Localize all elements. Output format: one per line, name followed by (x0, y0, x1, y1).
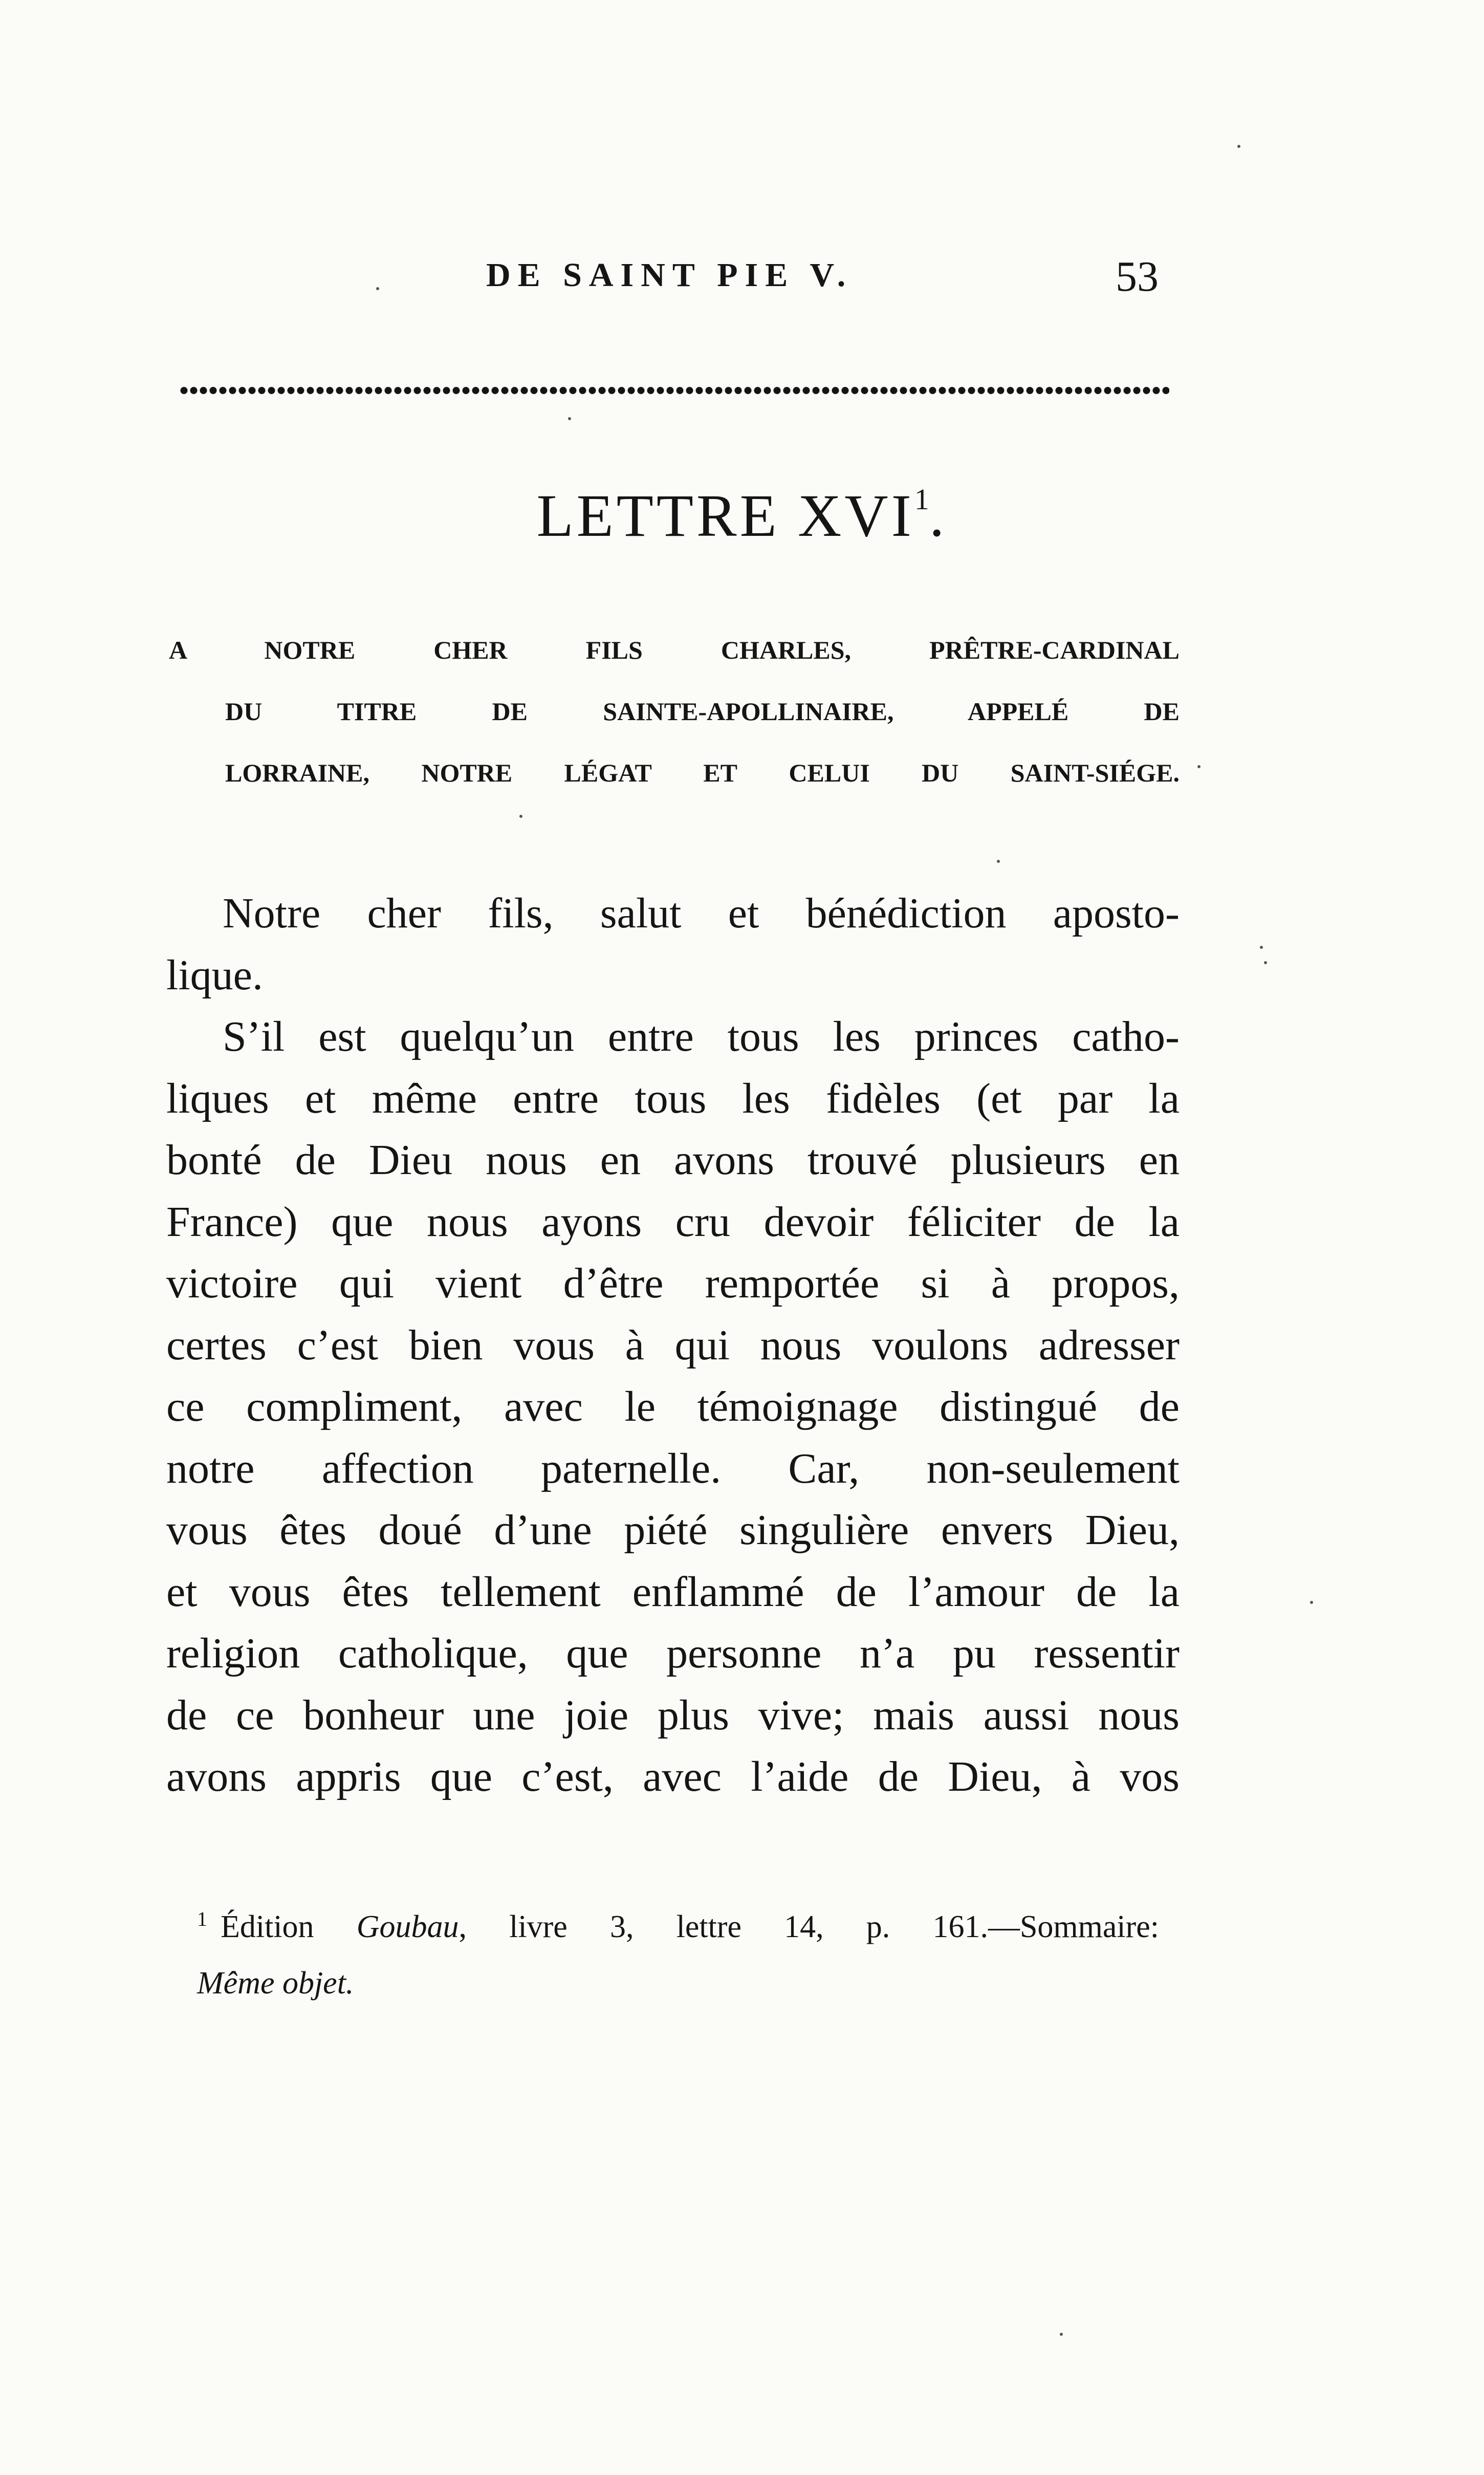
paper-speck (376, 287, 379, 290)
body-line: ce compliment, avec le témoignage distingué de (166, 1383, 1180, 1430)
paper-speck (1060, 2333, 1063, 2336)
body-line: vous êtes doué d’une piété singulière envers Dieu, (166, 1506, 1180, 1554)
body-line: et vous êtes tellement enflammé de l’amour de la (166, 1568, 1180, 1616)
page-number: 53 (1116, 253, 1159, 300)
body-line: victoire qui vient d’être remportée si à propos, (166, 1260, 1180, 1307)
footnote-editor: Goubau (356, 1909, 459, 1944)
running-head (0, 253, 1484, 302)
body-line: religion catholique, que personne n’a pu ressentir (166, 1630, 1180, 1677)
body-line: Notre cher fils, salut et bénédiction aposto- (223, 889, 1180, 937)
paper-speck (568, 417, 571, 420)
paper-speck (1237, 145, 1240, 148)
body-line: lique. (166, 951, 263, 999)
footnote-marker: 1 (197, 1907, 207, 1930)
footnote-edition-label: Édition (221, 1909, 314, 1944)
address-line: LORRAINE, NOTRE LÉGAT ET CELUI DU SAINT-SIÉGE. (225, 758, 1180, 787)
ornamental-rule (179, 385, 1169, 396)
letter-title: LETTRE XVI$^1$. (536, 482, 948, 549)
body-line: France) que nous ayons cru devoir féliciter de la (166, 1198, 1180, 1246)
paper-speck (1260, 946, 1263, 949)
paper-speck (1264, 961, 1267, 964)
body-line: de ce bonheur une joie plus vive; mais aussi nous (166, 1691, 1180, 1739)
paper-speck (1197, 765, 1201, 768)
body-line: avons appris que c’est, avec l’aide de Dieu, à vos (166, 1753, 1180, 1800)
paper-speck (519, 815, 522, 818)
footnote (197, 1891, 1159, 2011)
footnote-summary: Même objet. (197, 1966, 354, 2001)
paper-speck (997, 860, 1000, 863)
footnote-reference-text: , livre 3, lettre 14, p. 161.—Sommaire: (459, 1909, 1160, 1944)
letter-address (169, 619, 1180, 804)
footnote-line (197, 1955, 1159, 2011)
body-line: certes c’est bien vous à qui nous voulons adresser (166, 1321, 1180, 1369)
address-line: A NOTRE CHER FILS CHARLES, PRÊTRE-CARDINAL (169, 636, 1180, 664)
body-line: bonté de Dieu nous en avons trouvé plusieurs en (166, 1136, 1180, 1184)
letter-body (166, 883, 1180, 1808)
body-line: liques et même entre tous les fidèles (et par la (166, 1074, 1180, 1122)
running-title: DE SAINT PIE V. (486, 256, 853, 294)
footnote-line (197, 1891, 1159, 1955)
letter-title-text: LETTRE XVI (536, 482, 914, 549)
paper-speck (1310, 1601, 1313, 1604)
body-line: S’il est quelqu’un entre tous les princes catho- (223, 1013, 1180, 1060)
body-line: notre affection paternelle. Car, non-seulement (166, 1444, 1180, 1492)
address-line: DU TITRE DE SAINTE-APOLLINAIRE, APPELÉ DE (225, 697, 1180, 726)
footnote-reference: 1 (914, 483, 929, 516)
